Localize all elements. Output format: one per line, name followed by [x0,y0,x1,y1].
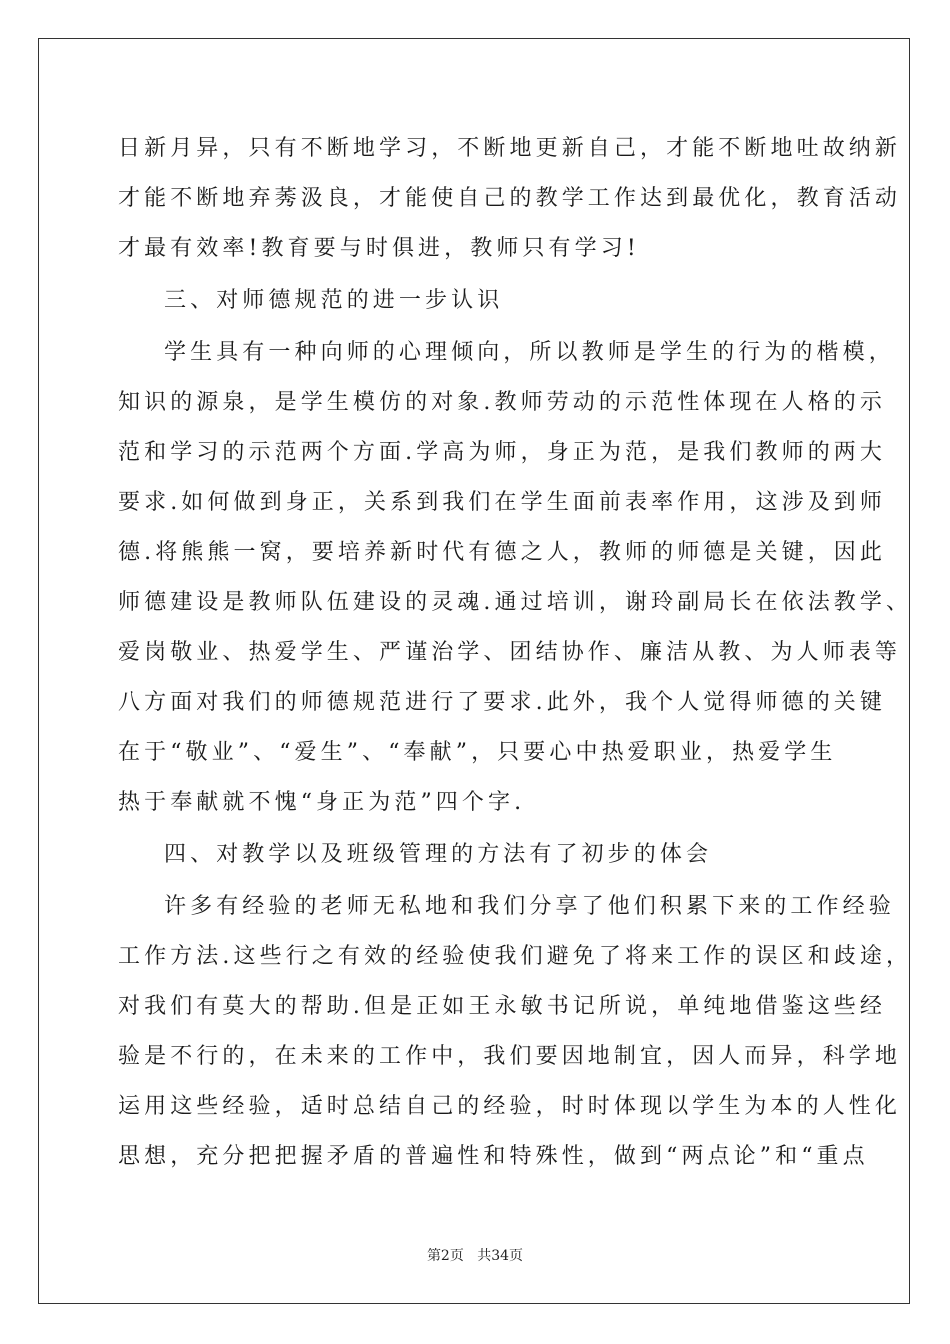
text-line-content: 日新月异，只有不断地学习，不断地更新自己，才能不断地吐故纳新 [118,136,902,161]
text-line-content: 才最有效率!教育要与时俱进，教师只有学习! [118,236,640,261]
text-line-content: 对我们有莫大的帮助.但是正如王永敏书记所说，单纯地借鉴这些经 [118,994,886,1019]
text-line-content: 运用这些经验，适时总结自己的经验，时时体现以学生为本的人性化 [118,1094,902,1119]
page-footer [0,1247,950,1265]
text-line-content: 热于奉献就不愧“身正为范”四个字. [118,790,526,815]
text-line-content: 才能不断地弃莠汲良，才能使自己的教学工作达到最优化，教育活动 [118,186,902,211]
text-line-content: 师德建设是教师队伍建设的灵魂.通过培训，谢玲副局长在依法教学、 [118,590,913,615]
text-line-content: 思想，充分把把握矛盾的普遍性和特殊性，做到“两点论”和“重点 [118,1144,869,1169]
page-number: 第2页 [426,1248,464,1264]
text-line-content: 范和学习的示范两个方面.学高为师，身正为范，是我们教师的两大 [118,440,886,465]
text-line-content: 爱岗敬业、热爱学生、严谨治学、团结协作、廉洁从教、为人师表等 [118,640,902,665]
text-line-content: 知识的源泉，是学生模仿的对象.教师劳动的示范性体现在人格的示 [118,390,886,415]
text-line-content: 验是不行的，在未来的工作中，我们要因地制宜，因人而异，科学地 [118,1044,902,1069]
text-line-content: 要求.如何做到身正，关系到我们在学生面前表率作用，这涉及到师 [118,490,886,515]
section-heading-text: 三、对师德规范的进一步认识 [164,288,504,313]
page-total: 共34页 [477,1248,524,1264]
footer-spacer [464,1248,477,1264]
text-line-content: 八方面对我们的师德规范进行了要求.此外，我个人觉得师德的关键 [118,690,886,715]
text-line-content: 工作方法.这些行之有效的经验使我们避免了将来工作的误区和歧途， [118,944,913,969]
text-line-content: 学生具有一种向师的心理倾向，所以教师是学生的行为的楷模， [164,340,895,365]
text-line-content: 德.将熊熊一窝，要培养新时代有德之人，教师的师德是关键，因此 [118,540,886,565]
text-line-content: 在于“敬业”、“爱生”、“奉献”，只要心中热爱职业，热爱学生 [118,740,837,765]
text-line-content: 许多有经验的老师无私地和我们分享了他们积累下来的工作经验 [164,894,895,919]
section-heading-text: 四、对教学以及班级管理的方法有了初步的体会 [164,842,713,867]
